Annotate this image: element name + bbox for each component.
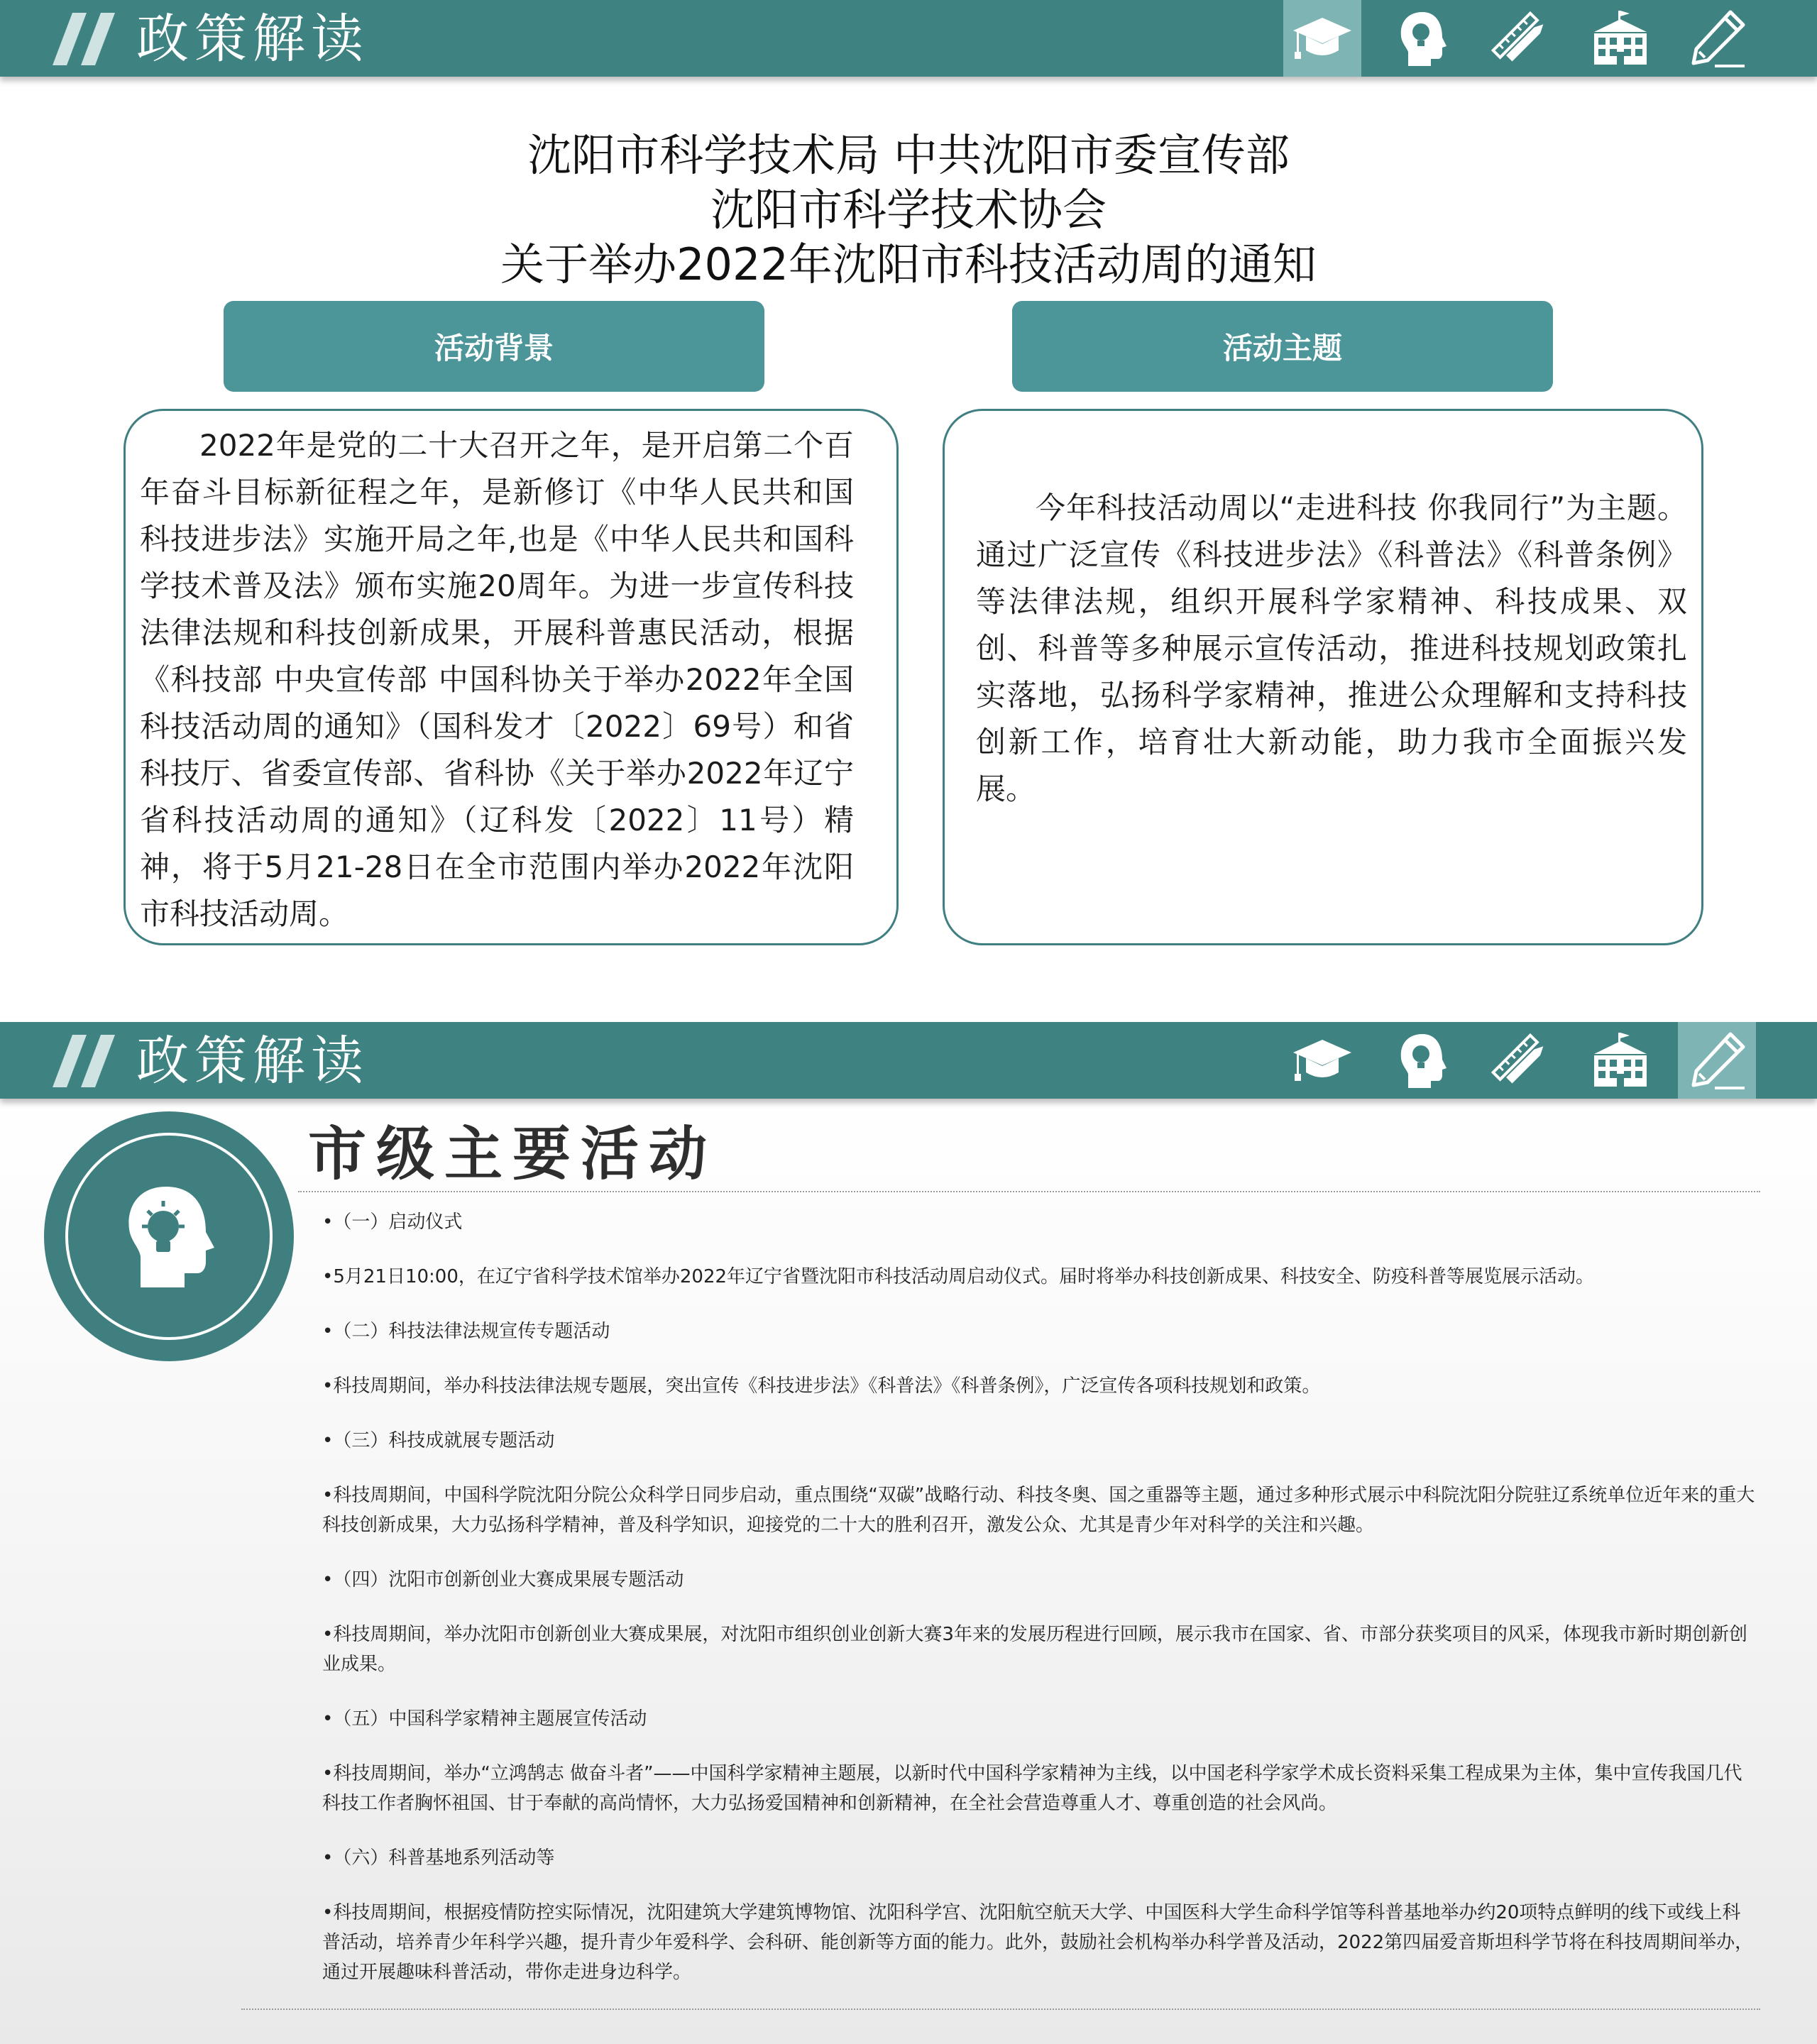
theme-label: 活动主题: [1012, 301, 1553, 392]
pencil-ruler-icon: [1488, 8, 1549, 69]
document-title-line-1: 沈阳市科学技术局 中共沈阳市委宣传部: [527, 129, 1290, 181]
activity-desc: •5月21日10:00，在辽宁省科学技术馆举办2022年辽宁省暨沈阳市科技活动周启动仪式。届时将举办科技创新成果、科技安全、防疫科普等展览展示活动。: [322, 1266, 1595, 1287]
tab-pencil[interactable]: [1678, 0, 1756, 77]
school-building-icon: [1590, 8, 1651, 69]
header-title: 政策解读: [136, 1031, 369, 1092]
background-box: [123, 409, 899, 945]
activity-title: •（六）科普基地系列活动等: [322, 1847, 555, 1869]
pencil-icon: [1686, 8, 1747, 69]
background-text: 2022年是党的二十大召开之年，是开启第二个百年奋斗目标新征程之年，是新修订《中华人民共和国科技进步法》实施开局之年,也是《中华人民共和国科学技术普及法》颁布实施20周年。为进一步宣传科技法律法规和科技创新成果，开展科普惠民活动，根据《科技部 中央宣传部 中国科协关于举办2022年全国科技活动周的通知》（国科发才〔2022〕69号）和省科技厅、省委宣传部、省科协《关于举办2022年辽宁省科技活动周的通知》（辽科发〔2022〕11号）精神，将于5月21-28日在全市范围内举办2022年沈阳市科技活动周。: [140, 428, 854, 931]
section-heading: 市级主要活动: [308, 1121, 718, 1188]
activity-desc: •科技周期间，中国科学院沈阳分院公众科学日同步启动，重点围绕“双碳”战略行动、科技冬奥、国之重器等主题，通过多种形式展示中科院沈阳分院驻辽系统单位近年来的重大科技创新成果，大力弘扬科学精神，普及科学知识，迎接党的二十大的胜利召开，激发公众、尤其是青少年对科学的关注和兴趣。: [322, 1485, 1755, 1536]
document-title-line-2: 沈阳市科学技术协会: [710, 184, 1107, 236]
activity-title: •（一）启动仪式: [322, 1211, 463, 1233]
activity-desc: •科技周期间，举办沈阳市创新创业大赛成果展，对沈阳市组织创业创新大赛3年来的发展历程进行回顾，展示我市在国家、省、市部分获奖项目的风采，体现我市新时期创新创业成果。: [322, 1624, 1747, 1675]
head-lightbulb-icon: [1394, 8, 1455, 69]
tab-pencil-ruler[interactable]: [1479, 1022, 1557, 1099]
double-slash-icon: [51, 1032, 122, 1090]
header-bar-1: [0, 0, 1817, 77]
heading-divider: [298, 1191, 1760, 1192]
tab-head-lightbulb[interactable]: [1385, 0, 1464, 77]
pencil-ruler-icon: [1488, 1030, 1549, 1091]
activities-list: [322, 1207, 1756, 2011]
document-title: [0, 128, 1817, 292]
tab-graduation-cap[interactable]: [1283, 1022, 1361, 1099]
school-building-icon: [1590, 1030, 1651, 1091]
document-title-line-3: 关于举办2022年沈阳市科技活动周的通知: [500, 238, 1317, 290]
activity-desc: •科技周期间，举办“立鸿鹄志 做奋斗者”——中国科学家精神主题展，以新时代中国科学家精神为主线，以中国老科学家学术成长资料采集工程成果为主体，集中宣传我国几代科技工作者胸怀祖国、甘于奉献的高尚情怀，大力弘扬爱国精神和创新精神，在全社会营造尊重人才、尊重创造的社会风尚。: [322, 1763, 1742, 1814]
activity-title: •（五）中国科学家精神主题展宣传活动: [322, 1708, 647, 1730]
tab-graduation-cap[interactable]: [1283, 0, 1361, 77]
activity-title: •（二）科技法律法规宣传专题活动: [322, 1321, 610, 1342]
tab-pencil[interactable]: [1678, 1022, 1756, 1099]
header-title: 政策解读: [136, 9, 369, 70]
background-label: 活动背景: [224, 301, 764, 392]
tab-school-building[interactable]: [1581, 0, 1659, 77]
activity-desc: •科技周期间，举办科技法律法规专题展，突出宣传《科技进步法》《科普法》《科普条例》，广泛宣传各项科技规划和政策。: [322, 1375, 1321, 1397]
tab-pencil-ruler[interactable]: [1479, 0, 1557, 77]
activity-desc: •科技周期间，根据疫情防控实际情况，沈阳建筑大学建筑博物馆、沈阳科学宫、沈阳航空航天大学、中国医科大学生命科学馆等科普基地举办约20项特点鲜明的线下或线上科普活动，培养青少年科学兴趣，提升青少年爱科学、会科研、能创新等方面的能力。此外，鼓励社会机构举办科学普及活动，2022第四届爱音斯坦科学节将在科技周期间举办，通过开展趣味科普活动，带你走进身边科学。: [322, 1902, 1754, 1983]
graduation-cap-icon: [1292, 8, 1353, 69]
head-lightbulb-icon: [1394, 1030, 1455, 1091]
pencil-icon: [1686, 1030, 1747, 1091]
theme-box: [943, 409, 1703, 945]
tab-head-lightbulb[interactable]: [1385, 1022, 1464, 1099]
section-emblem-ring: [65, 1133, 273, 1340]
header-bar-2: [0, 1022, 1817, 1099]
activity-title: •（四）沈阳市创新创业大赛成果展专题活动: [322, 1569, 684, 1590]
bottom-divider: [241, 2009, 1760, 2010]
head-lightbulb-icon: [105, 1172, 233, 1300]
double-slash-icon: [51, 10, 122, 68]
graduation-cap-icon: [1292, 1030, 1353, 1091]
theme-text: 今年科技活动周以“走进科技 你我同行”为主题。通过广泛宣传《科技进步法》《科普法》《科普条例》等法律法规，组织开展科学家精神、科技成果、双创、科普等多种展示宣传活动，推进科技规划政策扎实落地，弘扬科学家精神，推进公众理解和支持科技创新工作，培育壮大新动能，助力我市全面振兴发展。: [976, 490, 1687, 806]
activity-title: •（三）科技成就展专题活动: [322, 1430, 555, 1451]
tab-school-building[interactable]: [1581, 1022, 1659, 1099]
